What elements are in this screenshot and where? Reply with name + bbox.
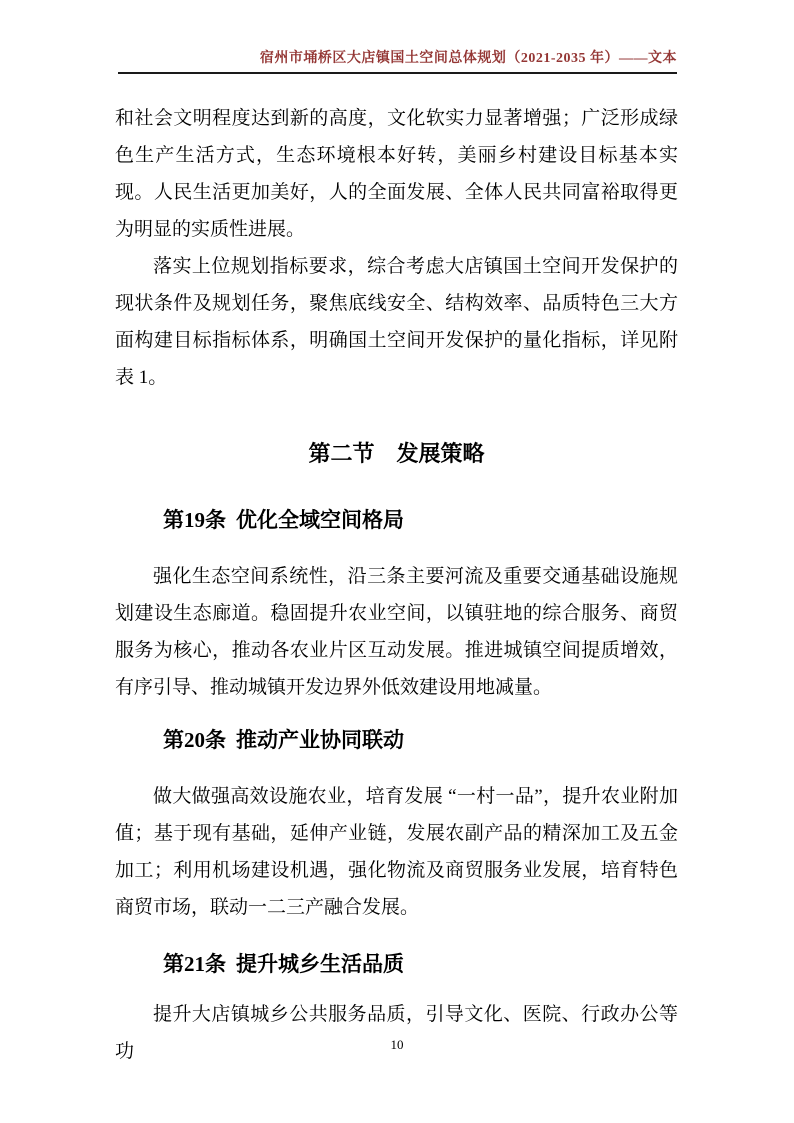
section-heading: 第二节 发展策略 (308, 441, 485, 466)
article-21-heading (163, 949, 678, 979)
article-19-title: 优化全域空间格局 (236, 508, 404, 532)
article-20-body: 做大做强高效设施农业，培育发展 “一村一品”，提升农业附加值；基于现有基础，延伸产业链，发展农副产品的精深加工及五金加工；利用机场建设机遇，强化物流及商贸服务业发展，培育特色商贸市场，联动一二三产融合发展。 (115, 786, 678, 918)
page-footer (0, 1036, 794, 1054)
article-20-number: 第20条 (163, 728, 226, 752)
article-21-body: 提升大店镇城乡公共服务品质，引导文化、医院、行政办公等功 (115, 1004, 678, 1062)
page-header (118, 50, 677, 74)
article-20-title: 推动产业协同联动 (236, 728, 404, 752)
intro-paragraph-continuation: 和社会文明程度达到新的高度，文化软实力显著增强；广泛形成绿色生产生活方式，生态环境根本好转，美丽乡村建设目标基本实现。人民生活更加美好，人的全面发展、全体人民共同富裕取得更为明显的实质性进展。 (115, 108, 678, 240)
article-19-heading (163, 505, 678, 535)
article-21-number: 第21条 (163, 952, 226, 976)
article-19-number: 第19条 (163, 508, 226, 532)
article-21-title: 提升城乡生活品质 (236, 952, 404, 976)
header-title: 宿州市埇桥区大店镇国土空间总体规划（2021-2035 年）——文本 (259, 51, 677, 66)
document-content (115, 100, 678, 1070)
article-20-heading (163, 725, 678, 755)
intro-paragraph-indicators: 落实上位规划指标要求，综合考虑大店镇国土空间开发保护的现状条件及规划任务，聚焦底线安全、结构效率、品质特色三大方面构建目标指标体系，明确国土空间开发保护的量化指标，详见附表 1。 (115, 256, 678, 388)
page-number: 10 (390, 1037, 404, 1052)
article-19-body: 强化生态空间系统性，沿三条主要河流及重要交通基础设施规划建设生态廊道。稳固提升农业空间，以镇驻地的综合服务、商贸服务为核心，推动各农业片区互动发展。推进城镇空间提质增效，有序引导、推动城镇开发边界外低效建设用地减量。 (115, 566, 678, 698)
